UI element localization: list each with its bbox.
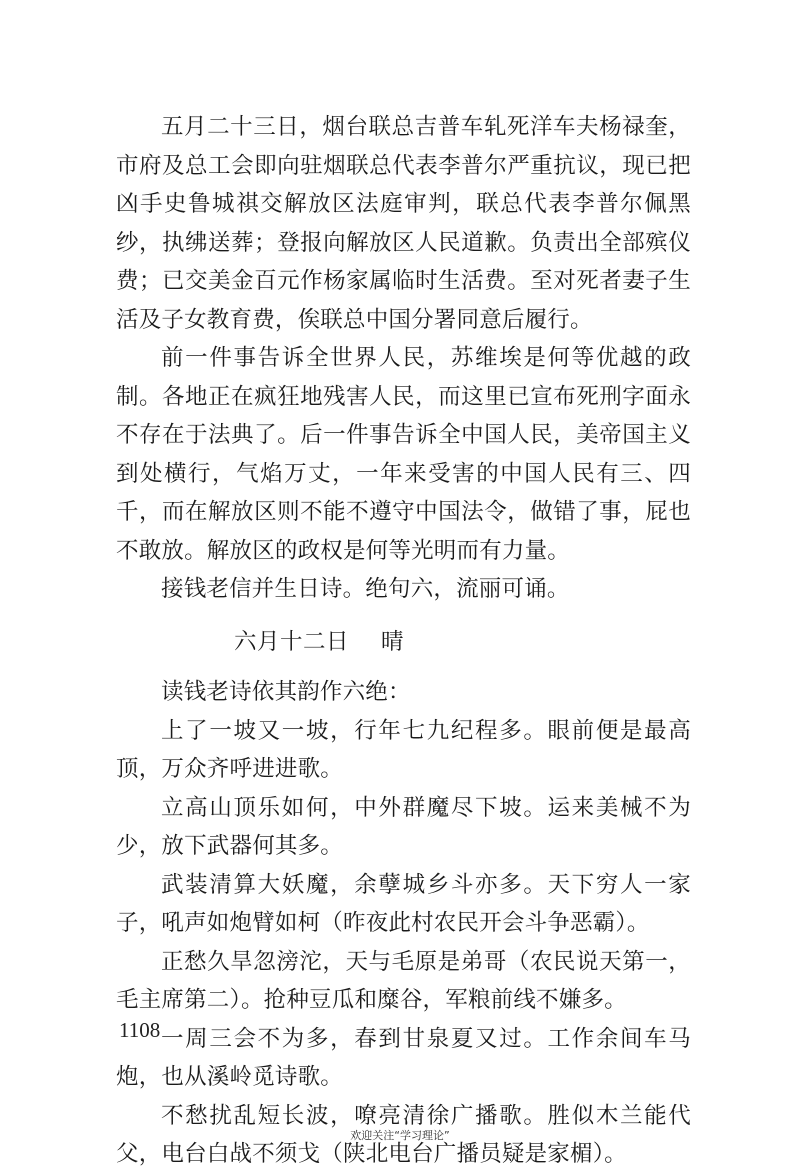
page-body: [116, 108, 691, 1174]
poem-stanza: 立高山顶乐如何，中外群魔尽下坡。运来美械不为少，放下武器何其多。: [116, 794, 691, 859]
poem-stanza: 一周三会不为多，春到甘泉夏又过。工作余间车马炮，也从溪岭觅诗歌。: [116, 1025, 691, 1090]
diary-date-heading: [116, 623, 691, 662]
poem-stanza: 正愁久旱忽滂沱，天与毛原是弟哥（农民说天第一，毛主席第二）。抢种豆瓜和糜谷，军粮前线不嫌多。: [116, 948, 691, 1013]
paragraph: 读钱老诗依其韵作六绝：: [161, 679, 411, 705]
paragraph: 接钱老信并生日诗。绝句六，流丽可诵。: [161, 576, 570, 602]
poem-stanza: 上了一坡又一坡，行年七九纪程多。眼前便是最高顶，万众齐呼进进歌。: [116, 717, 691, 782]
weather-label: 晴: [381, 628, 405, 655]
poem-stanza: 不愁扰乱短长波，嘹亮清徐广播歌。胜似木兰能代父，电台白战不须戈（陕北电台广播员疑是家楣）。: [116, 1102, 691, 1167]
date-label: 六月十二日: [234, 628, 350, 655]
footer-watermark: 欢迎关注“学习理论”: [350, 1129, 450, 1142]
paragraph: 五月二十三日，烟台联总吉普车轧死洋车夫杨禄奎，市府及总工会即向驻烟联总代表李普尔严重抗议，现已把凶手史鲁城祺交解放区法庭审判，联总代表李普尔佩黑纱，执绋送葬；登报向解放区人民道歉。负责出全部殡仪费；已交美金百元作杨家属临时生活费。至对死者妻子生活及子女教育费，俟联总中国分署同意后履行。: [116, 114, 691, 333]
page-number: 1108: [119, 1018, 161, 1042]
poem-stanza: 武装清算大妖魔，余孽城乡斗亦多。天下穷人一家子，吼声如炮臂如柯（昨夜此村农民开会斗争恶霸）。: [116, 871, 691, 936]
paragraph: 前一件事告诉全世界人民，苏维埃是何等优越的政制。各地正在疯狂地残害人民，而这里已宣布死刑字面永不存在于法典了。后一件事告诉全中国人民，美帝国主义到处横行，气焰万丈，一年来受害的中国人民有三、四千，而在解放区则不能不遵守中国法令，做错了事，屁也不敢放。解放区的政权是何等光明而有力量。: [116, 345, 691, 564]
